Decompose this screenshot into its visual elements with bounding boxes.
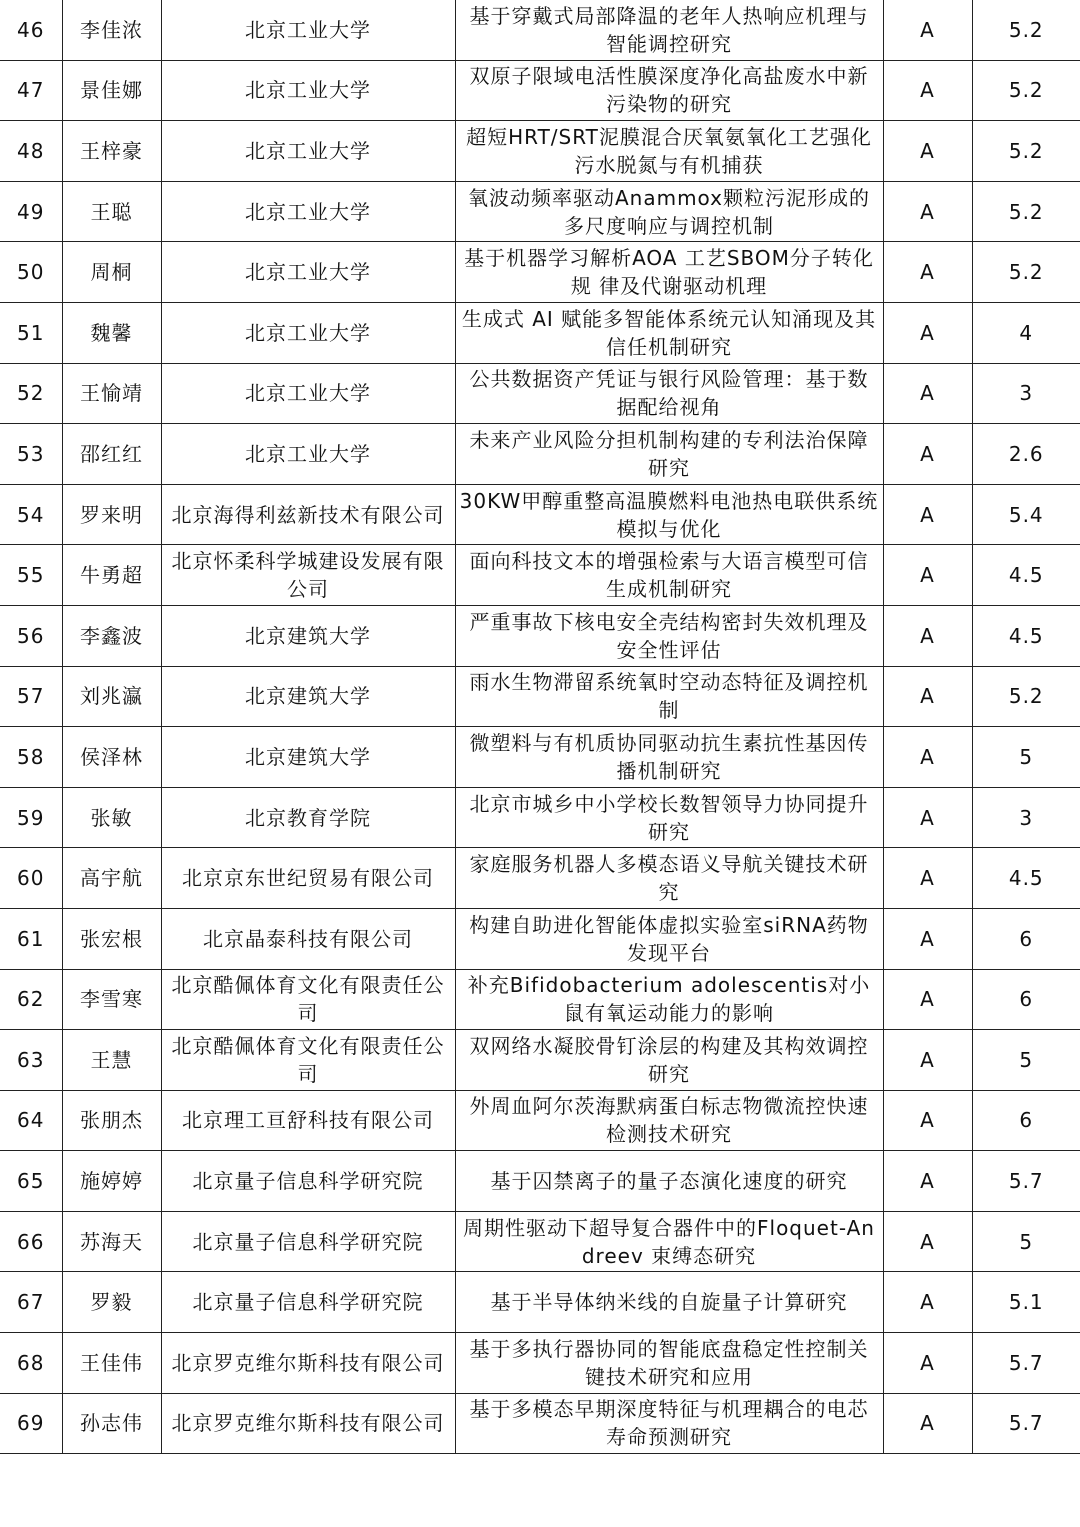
grade: A <box>883 605 972 666</box>
applicant-name: 王梓豪 <box>62 121 161 182</box>
applicant-name: 刘兆瀛 <box>62 666 161 727</box>
table-row <box>0 605 1080 666</box>
institution-name: 北京工业大学 <box>161 363 455 424</box>
funding-amount: 5.2 <box>972 181 1080 242</box>
table-row <box>0 424 1080 485</box>
applicant-name: 王慧 <box>62 1030 161 1091</box>
funding-amount: 5.1 <box>972 1272 1080 1333</box>
institution-name: 北京酷佩体育文化有限责任公司 <box>161 1030 455 1091</box>
row-number: 46 <box>0 0 62 60</box>
project-title: 家庭服务机器人多模态语义导航关键技术研究 <box>455 848 883 909</box>
table-row <box>0 1090 1080 1151</box>
applicant-name: 魏馨 <box>62 302 161 363</box>
institution-name: 北京罗克维尔斯科技有限公司 <box>161 1393 455 1454</box>
table-row <box>0 60 1080 121</box>
row-number: 49 <box>0 181 62 242</box>
grade: A <box>883 363 972 424</box>
row-number: 47 <box>0 60 62 121</box>
institution-name: 北京晶泰科技有限公司 <box>161 908 455 969</box>
row-number: 55 <box>0 545 62 606</box>
institution-name: 北京建筑大学 <box>161 666 455 727</box>
table-row <box>0 1030 1080 1091</box>
institution-name: 北京工业大学 <box>161 424 455 485</box>
funding-amount: 3 <box>972 363 1080 424</box>
project-title: 基于半导体纳米线的自旋量子计算研究 <box>455 1272 883 1333</box>
project-title: 超短HRT/SRT泥膜混合厌氧氨氧化工艺强化污水脱氮与有机捕获 <box>455 121 883 182</box>
project-title: 补充Bifidobacterium adolescentis对小鼠有氧运动能力的影响 <box>455 969 883 1030</box>
table-row <box>0 1393 1080 1454</box>
table-row <box>0 121 1080 182</box>
row-number: 54 <box>0 484 62 545</box>
grade: A <box>883 302 972 363</box>
grade: A <box>883 1151 972 1212</box>
row-number: 64 <box>0 1090 62 1151</box>
institution-name: 北京量子信息科学研究院 <box>161 1151 455 1212</box>
row-number: 63 <box>0 1030 62 1091</box>
applicant-name: 罗来明 <box>62 484 161 545</box>
applicant-name: 罗毅 <box>62 1272 161 1333</box>
institution-name: 北京工业大学 <box>161 121 455 182</box>
institution-name: 北京量子信息科学研究院 <box>161 1272 455 1333</box>
institution-name: 北京教育学院 <box>161 787 455 848</box>
grade: A <box>883 1030 972 1091</box>
grade: A <box>883 242 972 303</box>
applicant-name: 高宇航 <box>62 848 161 909</box>
applicant-name: 邵红红 <box>62 424 161 485</box>
funding-amount: 5.4 <box>972 484 1080 545</box>
row-number: 59 <box>0 787 62 848</box>
institution-name: 北京海得利兹新技术有限公司 <box>161 484 455 545</box>
row-number: 56 <box>0 605 62 666</box>
applicant-name: 周桐 <box>62 242 161 303</box>
project-title: 构建自助进化智能体虚拟实验室siRNA药物发现平台 <box>455 908 883 969</box>
applicant-name: 李雪寒 <box>62 969 161 1030</box>
funding-amount: 5.2 <box>972 666 1080 727</box>
institution-name: 北京怀柔科学城建设发展有限公司 <box>161 545 455 606</box>
project-title: 基于多模态早期深度特征与机理耦合的电芯寿命预测研究 <box>455 1393 883 1454</box>
table-row <box>0 484 1080 545</box>
project-title: 北京市城乡中小学校长数智领导力协同提升研究 <box>455 787 883 848</box>
table-row <box>0 1151 1080 1212</box>
table-row <box>0 1333 1080 1394</box>
applicant-name: 王聪 <box>62 181 161 242</box>
applicant-name: 孙志伟 <box>62 1393 161 1454</box>
funding-amount: 2.6 <box>972 424 1080 485</box>
row-number: 69 <box>0 1393 62 1454</box>
project-title: 基于囚禁离子的量子态演化速度的研究 <box>455 1151 883 1212</box>
table-row <box>0 1211 1080 1272</box>
grade: A <box>883 1272 972 1333</box>
grade: A <box>883 1333 972 1394</box>
funding-amount: 4.5 <box>972 545 1080 606</box>
row-number: 61 <box>0 908 62 969</box>
project-title: 周期性驱动下超导复合器件中的Floquet-Andreev 束缚态研究 <box>455 1211 883 1272</box>
project-title: 基于穿戴式局部降温的老年人热响应机理与智能调控研究 <box>455 0 883 60</box>
funding-amount: 5.7 <box>972 1393 1080 1454</box>
table-row <box>0 181 1080 242</box>
row-number: 57 <box>0 666 62 727</box>
institution-name: 北京建筑大学 <box>161 727 455 788</box>
funding-amount: 4.5 <box>972 848 1080 909</box>
institution-name: 北京量子信息科学研究院 <box>161 1211 455 1272</box>
funding-amount: 5 <box>972 1211 1080 1272</box>
applicant-name: 王佳伟 <box>62 1333 161 1394</box>
row-number: 66 <box>0 1211 62 1272</box>
grade: A <box>883 848 972 909</box>
applicant-name: 李鑫波 <box>62 605 161 666</box>
row-number: 68 <box>0 1333 62 1394</box>
institution-name: 北京酷佩体育文化有限责任公司 <box>161 969 455 1030</box>
applicant-name: 景佳娜 <box>62 60 161 121</box>
grade: A <box>883 1090 972 1151</box>
row-number: 62 <box>0 969 62 1030</box>
applicant-name: 王愉靖 <box>62 363 161 424</box>
table-row <box>0 787 1080 848</box>
project-title: 30KW甲醇重整高温膜燃料电池热电联供系统模拟与优化 <box>455 484 883 545</box>
grade: A <box>883 969 972 1030</box>
funding-amount: 5.7 <box>972 1151 1080 1212</box>
applicant-name: 张敏 <box>62 787 161 848</box>
grade: A <box>883 1393 972 1454</box>
institution-name: 北京理工亘舒科技有限公司 <box>161 1090 455 1151</box>
grade: A <box>883 787 972 848</box>
funding-amount: 5 <box>972 1030 1080 1091</box>
row-number: 48 <box>0 121 62 182</box>
institution-name: 北京工业大学 <box>161 181 455 242</box>
row-number: 51 <box>0 302 62 363</box>
grade: A <box>883 181 972 242</box>
institution-name: 北京建筑大学 <box>161 605 455 666</box>
table-row <box>0 363 1080 424</box>
table-row <box>0 848 1080 909</box>
table-row <box>0 302 1080 363</box>
grade: A <box>883 0 972 60</box>
applicant-name: 牛勇超 <box>62 545 161 606</box>
institution-name: 北京工业大学 <box>161 60 455 121</box>
project-title: 双原子限域电活性膜深度净化高盐废水中新污染物的研究 <box>455 60 883 121</box>
project-title: 微塑料与有机质协同驱动抗生素抗性基因传播机制研究 <box>455 727 883 788</box>
applicant-name: 施婷婷 <box>62 1151 161 1212</box>
applicant-name: 张朋杰 <box>62 1090 161 1151</box>
institution-name: 北京工业大学 <box>161 302 455 363</box>
funding-amount: 5.7 <box>972 1333 1080 1394</box>
table-row <box>0 545 1080 606</box>
project-title: 基于机器学习解析AOA 工艺SBOM分子转化规 律及代谢驱动机理 <box>455 242 883 303</box>
funding-amount: 5.2 <box>972 0 1080 60</box>
row-number: 58 <box>0 727 62 788</box>
grade: A <box>883 484 972 545</box>
funding-amount: 5.2 <box>972 242 1080 303</box>
funding-amount: 4.5 <box>972 605 1080 666</box>
applicant-name: 李佳浓 <box>62 0 161 60</box>
grade: A <box>883 545 972 606</box>
institution-name: 北京工业大学 <box>161 242 455 303</box>
funding-amount: 3 <box>972 787 1080 848</box>
institution-name: 北京京东世纪贸易有限公司 <box>161 848 455 909</box>
funding-amount: 6 <box>972 969 1080 1030</box>
table-row <box>0 242 1080 303</box>
table-row <box>0 666 1080 727</box>
table-row <box>0 969 1080 1030</box>
institution-name: 北京工业大学 <box>161 0 455 60</box>
applicant-name: 苏海天 <box>62 1211 161 1272</box>
project-title: 生成式 AI 赋能多智能体系统元认知涌现及其信任机制研究 <box>455 302 883 363</box>
funding-amount: 5.2 <box>972 60 1080 121</box>
funding-amount: 4 <box>972 302 1080 363</box>
project-title: 面向科技文本的增强检索与大语言模型可信生成机制研究 <box>455 545 883 606</box>
grade: A <box>883 60 972 121</box>
table-row <box>0 908 1080 969</box>
row-number: 53 <box>0 424 62 485</box>
table-row <box>0 727 1080 788</box>
row-number: 60 <box>0 848 62 909</box>
project-title: 外周血阿尔茨海默病蛋白标志物微流控快速检测技术研究 <box>455 1090 883 1151</box>
grade: A <box>883 908 972 969</box>
project-title: 双网络水凝胶骨钉涂层的构建及其构效调控研究 <box>455 1030 883 1091</box>
row-number: 50 <box>0 242 62 303</box>
project-title: 氧波动频率驱动Anammox颗粒污泥形成的多尺度响应与调控机制 <box>455 181 883 242</box>
applicant-name: 张宏根 <box>62 908 161 969</box>
applicant-name: 侯泽林 <box>62 727 161 788</box>
row-number: 65 <box>0 1151 62 1212</box>
project-title: 公共数据资产凭证与银行风险管理：基于数据配给视角 <box>455 363 883 424</box>
funding-amount: 5 <box>972 727 1080 788</box>
institution-name: 北京罗克维尔斯科技有限公司 <box>161 1333 455 1394</box>
row-number: 67 <box>0 1272 62 1333</box>
project-title: 严重事故下核电安全壳结构密封失效机理及安全性评估 <box>455 605 883 666</box>
grade: A <box>883 424 972 485</box>
grade: A <box>883 727 972 788</box>
grade: A <box>883 1211 972 1272</box>
funding-amount: 6 <box>972 1090 1080 1151</box>
project-title: 基于多执行器协同的智能底盘稳定性控制关键技术研究和应用 <box>455 1333 883 1394</box>
grade: A <box>883 121 972 182</box>
row-number: 52 <box>0 363 62 424</box>
table-row <box>0 0 1080 60</box>
table-row <box>0 1272 1080 1333</box>
project-title: 未来产业风险分担机制构建的专利法治保障研究 <box>455 424 883 485</box>
funding-amount: 5.2 <box>972 121 1080 182</box>
project-title: 雨水生物滞留系统氧时空动态特征及调控机制 <box>455 666 883 727</box>
grade: A <box>883 666 972 727</box>
funding-amount: 6 <box>972 908 1080 969</box>
